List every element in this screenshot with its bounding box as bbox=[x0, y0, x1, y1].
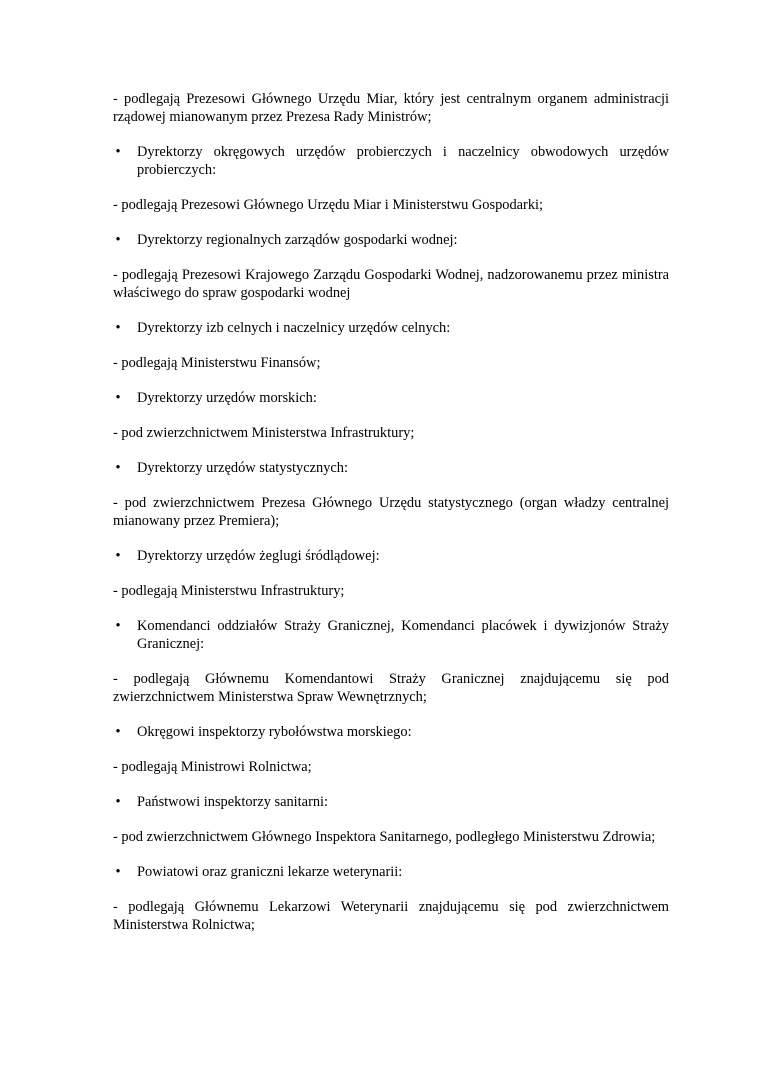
spacer bbox=[113, 653, 669, 670]
spacer bbox=[113, 407, 669, 424]
spacer bbox=[113, 811, 669, 828]
bullet-icon: • bbox=[115, 390, 121, 406]
paragraph: - podlegają Prezesowi Głównego Urzędu Miar i Ministerstwu Gospodarki; bbox=[113, 197, 544, 213]
paragraph: - podlegają Ministerstwu Infrastruktury; bbox=[113, 583, 345, 599]
bullet-text: Dyrektorzy regionalnych zarządów gospodarki wodnej: bbox=[137, 232, 458, 248]
bullet-icon: • bbox=[115, 618, 121, 634]
bullet-icon: • bbox=[115, 548, 121, 564]
paragraph: - pod zwierzchnictwem Prezesa Głównego Urzędu statystycznego (organ władzy centralnej mianowany przez Premiera); bbox=[113, 495, 669, 529]
bullet-item bbox=[113, 863, 669, 881]
bullet-icon: • bbox=[115, 232, 121, 248]
bullet-item bbox=[113, 231, 669, 249]
spacer bbox=[113, 249, 669, 266]
bullet-text: Dyrektorzy urzędów statystycznych: bbox=[137, 460, 348, 476]
bullet-item bbox=[113, 793, 669, 811]
spacer bbox=[113, 302, 669, 319]
spacer bbox=[113, 126, 669, 143]
spacer bbox=[113, 776, 669, 793]
paragraph: - podlegają Prezesowi Głównego Urzędu Miar, który jest centralnym organem administracji rządowej mianowanym przez Prezesa Rady Ministrów; bbox=[113, 91, 669, 125]
paragraph: - podlegają Ministerstwu Finansów; bbox=[113, 355, 321, 371]
spacer bbox=[113, 706, 669, 723]
paragraph: - podlegają Ministrowi Rolnictwa; bbox=[113, 759, 312, 775]
bullet-icon: • bbox=[115, 144, 121, 160]
bullet-icon: • bbox=[115, 724, 121, 740]
spacer bbox=[113, 179, 669, 196]
bullet-item bbox=[113, 617, 669, 653]
bullet-item bbox=[113, 723, 669, 741]
document-page bbox=[113, 90, 669, 934]
bullet-icon: • bbox=[115, 460, 121, 476]
bullet-text: Powiatowi oraz graniczni lekarze weterynarii: bbox=[137, 864, 403, 880]
bullet-text: Komendanci oddziałów Straży Granicznej, Komendanci placówek i dywizjonów Straży Granicznej: bbox=[137, 618, 669, 652]
bullet-icon: • bbox=[115, 794, 121, 810]
spacer bbox=[113, 214, 669, 231]
spacer bbox=[113, 846, 669, 863]
spacer bbox=[113, 741, 669, 758]
spacer bbox=[113, 600, 669, 617]
bullet-item bbox=[113, 143, 669, 179]
spacer bbox=[113, 565, 669, 582]
paragraph: - pod zwierzchnictwem Ministerstwa Infrastruktury; bbox=[113, 425, 415, 441]
bullet-text: Dyrektorzy izb celnych i naczelnicy urzędów celnych: bbox=[137, 320, 451, 336]
bullet-text: Dyrektorzy urzędów morskich: bbox=[137, 390, 317, 406]
paragraph: - podlegają Prezesowi Krajowego Zarządu Gospodarki Wodnej, nadzorowanemu przez ministra właściwego do spraw gospodarki wodnej bbox=[113, 267, 669, 301]
bullet-text: Państwowi inspektorzy sanitarni: bbox=[137, 794, 329, 810]
spacer bbox=[113, 881, 669, 898]
spacer bbox=[113, 442, 669, 459]
bullet-item bbox=[113, 459, 669, 477]
bullet-icon: • bbox=[115, 320, 121, 336]
spacer bbox=[113, 477, 669, 494]
spacer bbox=[113, 337, 669, 354]
spacer bbox=[113, 530, 669, 547]
bullet-item bbox=[113, 319, 669, 337]
bullet-item bbox=[113, 389, 669, 407]
paragraph: - pod zwierzchnictwem Głównego Inspektora Sanitarnego, podległego Ministerstwu Zdrowia; bbox=[113, 829, 656, 845]
spacer bbox=[113, 372, 669, 389]
bullet-icon: • bbox=[115, 864, 121, 880]
paragraph: - podlegają Głównemu Komendantowi Straży Granicznej znajdującemu się pod zwierzchnictwem Ministerstwa Spraw Wewnętrznych; bbox=[113, 671, 669, 705]
bullet-text: Dyrektorzy okręgowych urzędów probierczych i naczelnicy obwodowych urzędów probierczych: bbox=[137, 144, 669, 178]
bullet-item bbox=[113, 547, 669, 565]
bullet-text: Dyrektorzy urzędów żeglugi śródlądowej: bbox=[137, 548, 380, 564]
bullet-text: Okręgowi inspektorzy rybołówstwa morskiego: bbox=[137, 724, 412, 740]
paragraph: - podlegają Głównemu Lekarzowi Weterynarii znajdującemu się pod zwierzchnictwem Ministerstwa Rolnictwa; bbox=[113, 899, 669, 933]
